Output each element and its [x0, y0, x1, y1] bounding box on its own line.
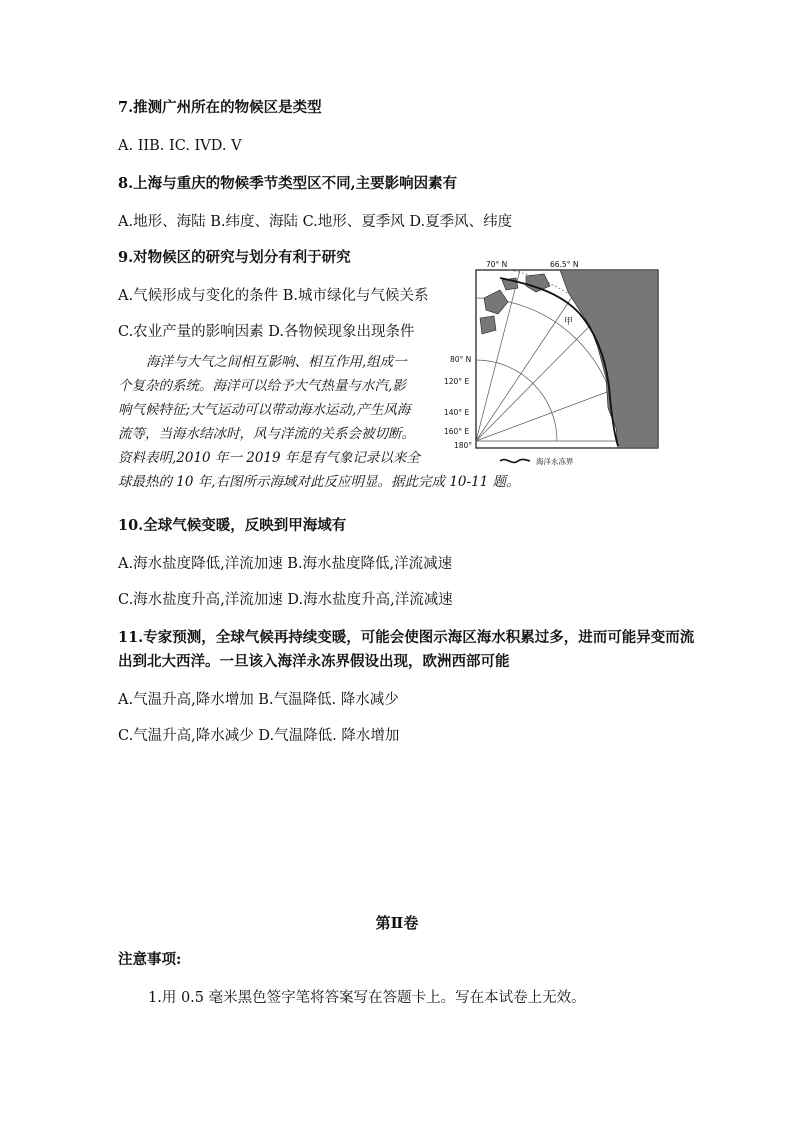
notice-heading: 注意事项:	[118, 951, 182, 968]
map-marker-jia: 甲	[564, 317, 574, 327]
passage-line-1: 海洋与大气之间相互影响、相互作用,组成一	[146, 354, 407, 370]
reading-passage	[118, 350, 440, 470]
passage-line-3: 响气候特征;大气运动可以带动海水运动,产生风海	[118, 402, 411, 418]
question-11-stem-line-2: 出到北大西洋。一旦该入海洋永冻界假设出现，欧洲西部可能	[118, 653, 510, 670]
passage-line-5: 资料表明,2010 年一 2019 年是有气象记录以来全	[118, 450, 420, 466]
question-8-stem: 8.上海与重庆的物候季节类型区不同,主要影响因素有	[118, 175, 458, 192]
passage-line-4: 流等，当海水结冰时，风与洋流的关系会被切断。	[118, 426, 415, 442]
map-label-160e: 160° E	[444, 427, 470, 436]
map-label-120e: 120° E	[444, 377, 470, 386]
question-9-stem: 9.对物候区的研究与划分有利于研究	[118, 249, 351, 266]
arctic-sea-map	[440, 258, 662, 470]
legend-line-icon	[500, 459, 530, 462]
question-11-stem-line-1: 11.专家预测，全球气候再持续变暖，可能会使图示海区海水积累过多，进而可能异变而流	[118, 629, 695, 646]
map-label-180: 180°	[454, 441, 473, 450]
question-10-stem: 10.全球气候变暖，反映到甲海域有	[118, 517, 347, 534]
question-10-options-cd: C.海水盐度升高,洋流加速 D.海水盐度升高,洋流减速	[118, 592, 453, 608]
question-7-options: A. IIB. IC. IVD. V	[118, 138, 242, 154]
question-7-stem: 7.推测广州所在的物候区是类型	[118, 99, 322, 116]
map-label-140e: 140° E	[444, 408, 470, 417]
question-8-options: A.地形、海陆 B.纬度、海陆 C.地形、夏季风 D.夏季风、纬度	[118, 214, 513, 230]
section-2-title: 第Ⅱ卷	[375, 914, 419, 932]
map-label-70n: 70° N	[486, 260, 508, 269]
passage-tail-line: 球最热的 10 年,右图所示海域对此反应明显。据此完成 10-11 题。	[118, 474, 520, 490]
passage-line-2: 个复杂的系统。海洋可以给予大气热量与水汽,影	[118, 378, 406, 394]
question-11-options-ab: A.气温升高,降水增加 B.气温降低. 降水减少	[118, 692, 399, 708]
question-9-options-cd: C.农业产量的影响因素 D.各物候现象出现条件	[118, 324, 415, 340]
map-label-80n: 80° N	[450, 355, 472, 364]
question-9-options-ab: A.气候形成与变化的条件 B.城市绿化与气候关系	[118, 288, 429, 304]
question-11-options-cd: C.气温升高,降水减少 D.气温降低. 降水增加	[118, 728, 400, 744]
map-legend-label: 海洋永冻界	[536, 457, 574, 466]
question-10-options-ab: A.海水盐度降低,洋流加速 B.海水盐度降低,洋流减速	[118, 556, 453, 572]
notice-item-1: 1.用 0.5 毫米黑色签字笔将答案写在答题卡上。写在本试卷上无效。	[148, 990, 586, 1006]
map-label-66n: 66.5° N	[550, 260, 579, 269]
